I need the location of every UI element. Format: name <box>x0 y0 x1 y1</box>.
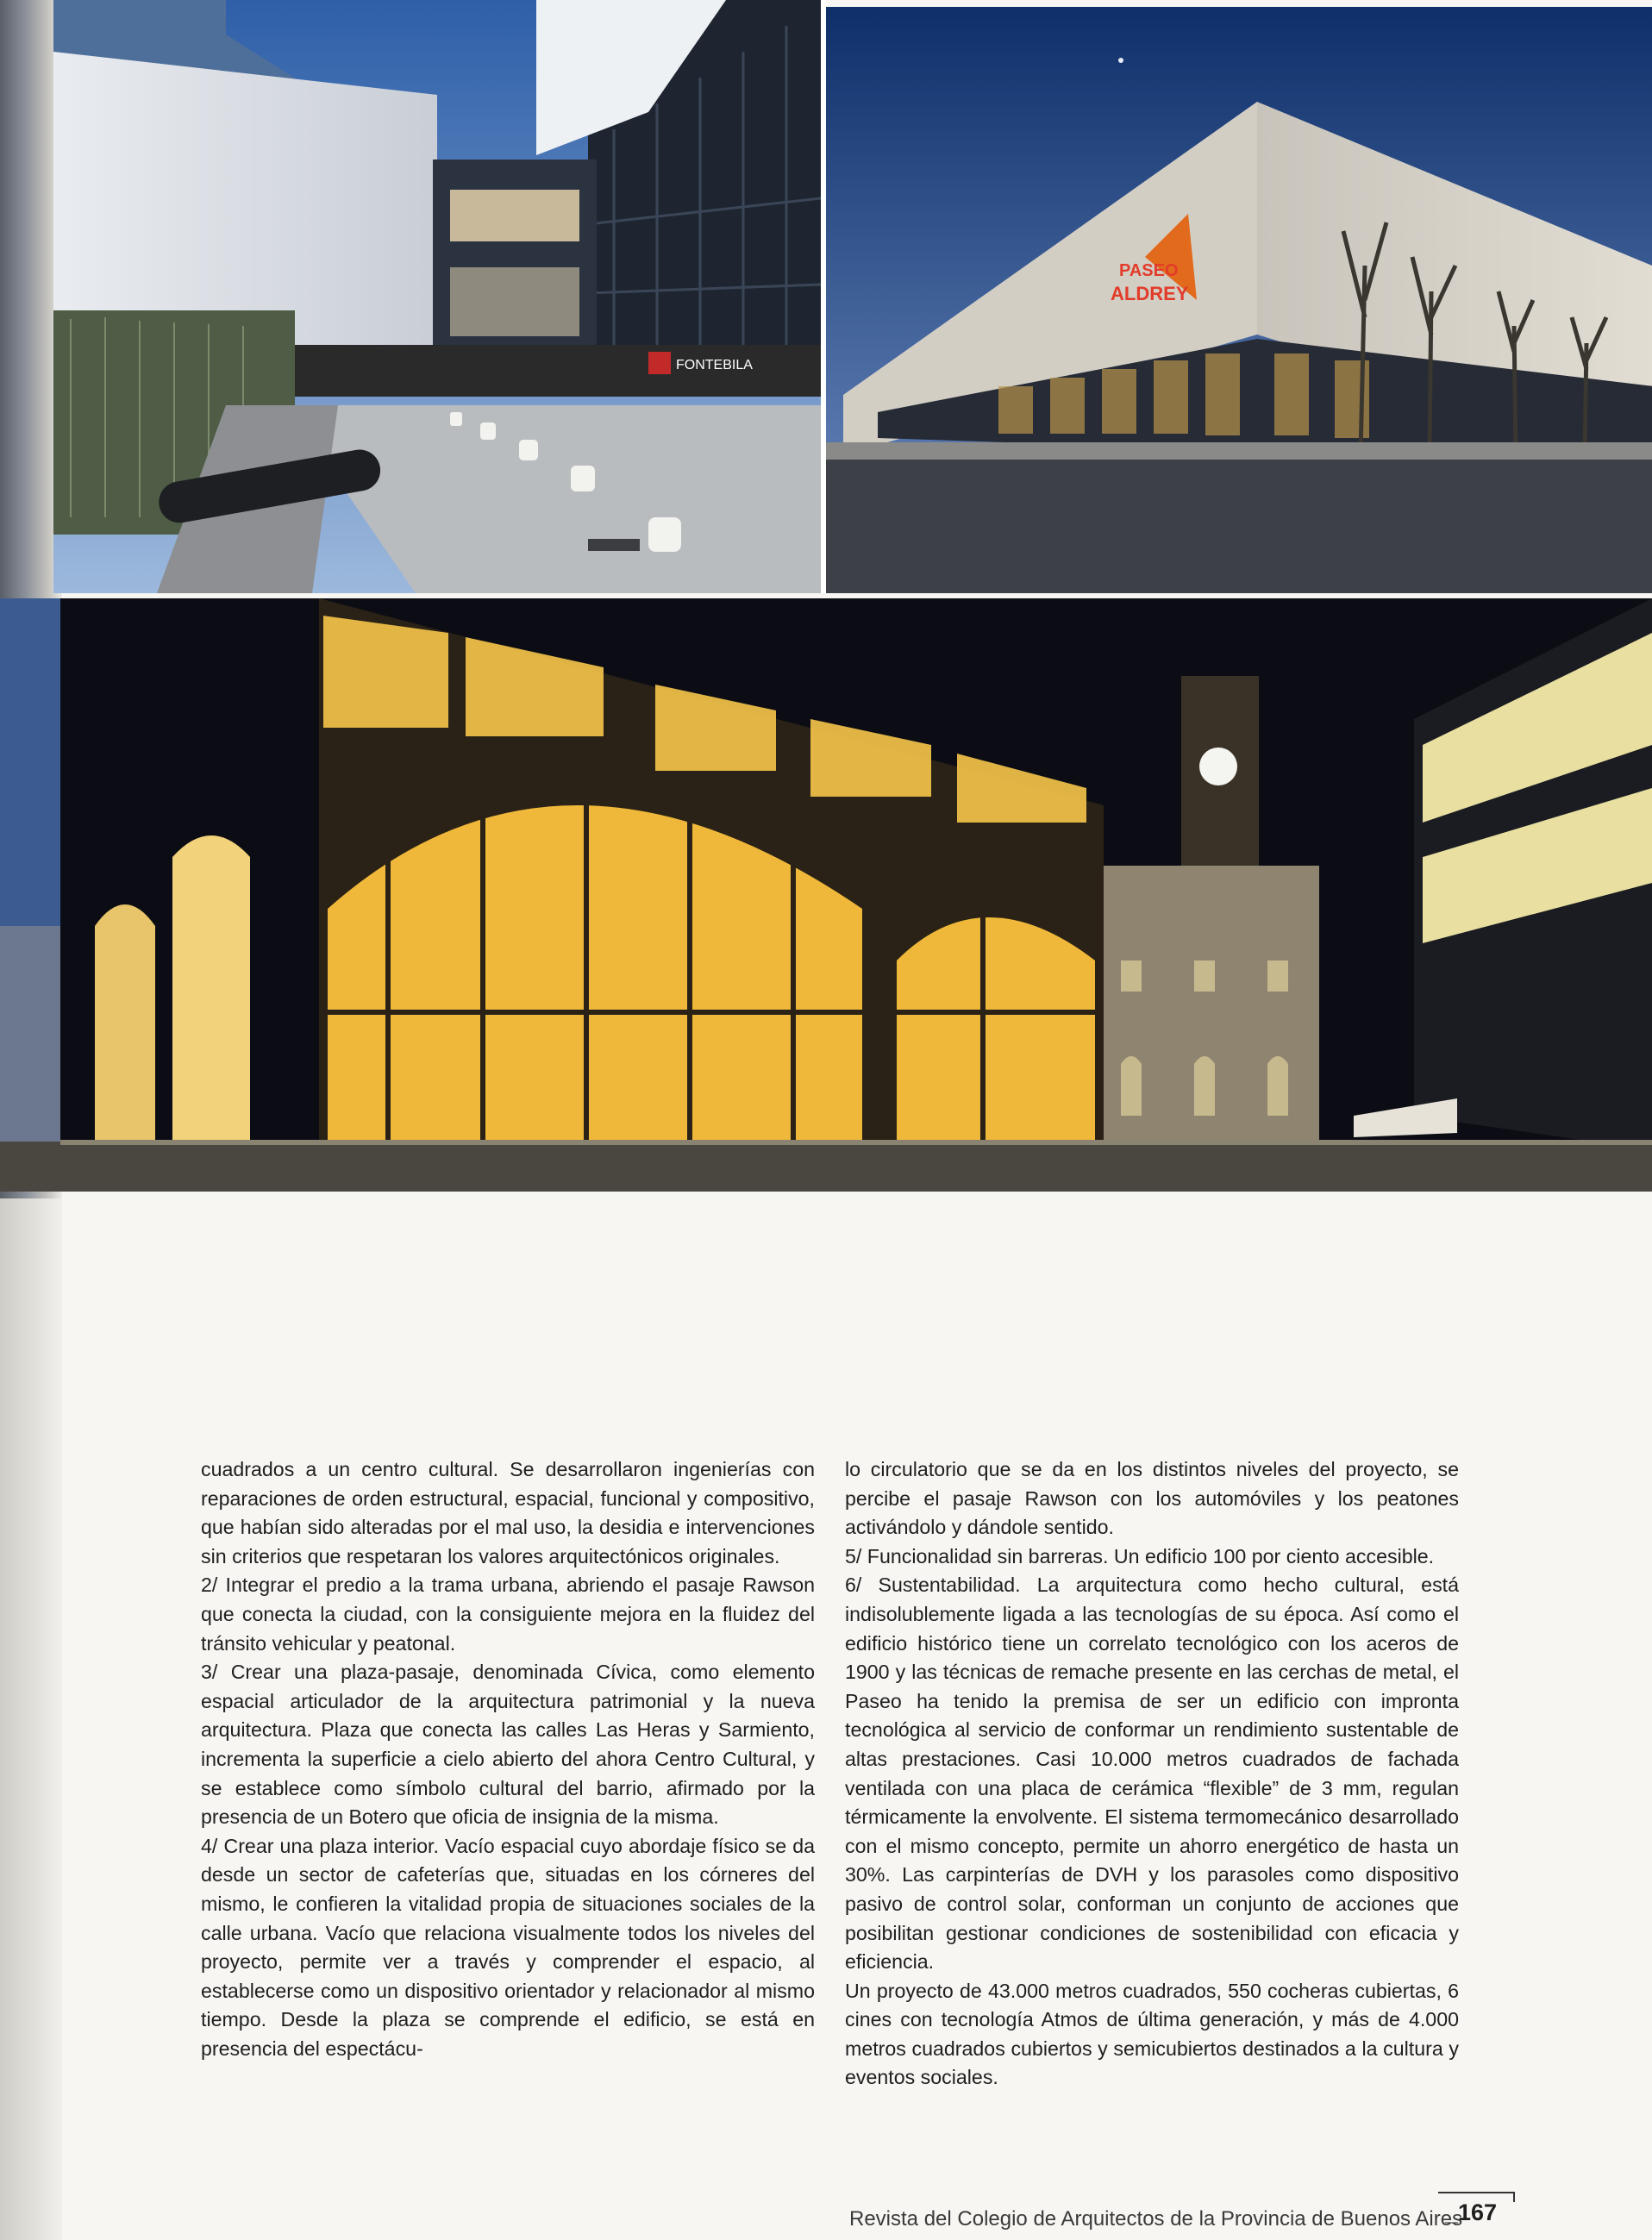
photo-plaza-civica-night <box>0 598 1652 1192</box>
storefront-sign: FONTEBILA <box>676 358 753 372</box>
paseo-sign-line1: PASEO <box>1119 261 1179 280</box>
folio-rule <box>1438 2192 1514 2193</box>
body-column-right <box>845 1455 1459 2093</box>
photo-paseo-aldrey-exterior <box>826 7 1652 593</box>
left-paragraph-2: 2/ Integrar el predio a la trama urbana, abriendo el pasaje Rawson que conecta la ciudad, con la consiguiente mejora en la fluidez del tránsito vehicular y peatonal. <box>201 1574 815 1655</box>
publication-footer: Revista del Colegio de Arquitectos de la Provincia de Buenos Aires <box>849 2207 1463 2231</box>
left-paragraph-3: 3/ Crear una plaza-pasaje, denominada Cívica, como elemento espacial articulador de la arquitectura patrimonial y la nueva arquitectura. Plaza que conecta las calles Las Heras y Sarmiento, incrementa la superficie a cielo abierto del ahora Centro Cultural, y se establece como símbolo cultural del barrio, afirmado por la presencia de un Botero que oficia de insignia de la misma. <box>201 1661 815 1829</box>
page-number: _167 <box>1445 2199 1498 2225</box>
folio-rule-tick <box>1513 2192 1515 2202</box>
page-spine-lower <box>0 1198 62 2240</box>
right-paragraph-1: lo circulatorio que se da en los distintos niveles del proyecto, se percibe el pasaje Rawson con los automóviles y los peatones activándolo y dándole sentido. <box>845 1458 1459 1539</box>
left-paragraph-4: 4/ Crear una plaza interior. Vacío espacial cuyo abordaje físico se da desde un sector de cafeterías que, situadas en los córneres del mismo, le confieren la vitalidad propia de situaciones sociales de la calle urbana. Vacío que relaciona visualmente todos los niveles del proyecto, permite ver a través y comprender el espacio, al establecerse como un dispositivo orientador y relacionador al mismo tiempo. Desde la plaza se comprende el edificio, se está en presencia del espectácu- <box>201 1834 815 2060</box>
body-column-left <box>201 1455 815 2063</box>
right-paragraph-3: 6/ Sustentabilidad. La arquitectura como hecho cultural, está indisolublemente ligada a las tecnologías de su época. Así como el edificio histórico tiene un correlato tecnológico con los aceros de 1900 y las técnicas de remache presente en las cerchas de metal, el Paseo ha tenido la premisa de ser un edificio con impronta tecnológica al servicio de conformar un rendimiento sustentable de altas prestaciones. Casi 10.000 metros cuadrados de fachada ventilada con una placa de cerámica “flexible” de 3 mm, regulan térmicamente la envolvente. El sistema termomecánico desarrollado con el mismo concepto, permite un ahorro energético de hasta un 30%. Las carpinterías de DVH y los parasoles como dispositivo pasivo de control solar, conforman un conjunto de acciones que posibilitan gestionar condiciones de sostenibilidad con eficacia y eficiencia. <box>845 1574 1459 1974</box>
paseo-sign-line2: ALDREY <box>1111 283 1189 304</box>
right-paragraph-2: 5/ Funcionalidad sin barreras. Un edificio 100 por ciento accesible. <box>845 1544 1435 1567</box>
right-paragraph-4: Un proyecto de 43.000 metros cuadrados, 550 cocheras cubiertas, 6 cines con tecnología Atmos de última generación, y más de 4.000 metros cuadrados cubiertos y semicubiertos destinados a la cultura y eventos sociales. <box>845 1979 1459 2089</box>
left-paragraph-1: cuadrados a un centro cultural. Se desarrollaron ingenierías con reparaciones de orden estructural, espacial, funcional y compositivo, que habían sido alteradas por el mal uso, la desidia e intervenciones sin criterios que respetaran los valores arquitectónicos originales. <box>201 1458 815 1567</box>
photo-pasaje-rawson <box>53 0 826 593</box>
